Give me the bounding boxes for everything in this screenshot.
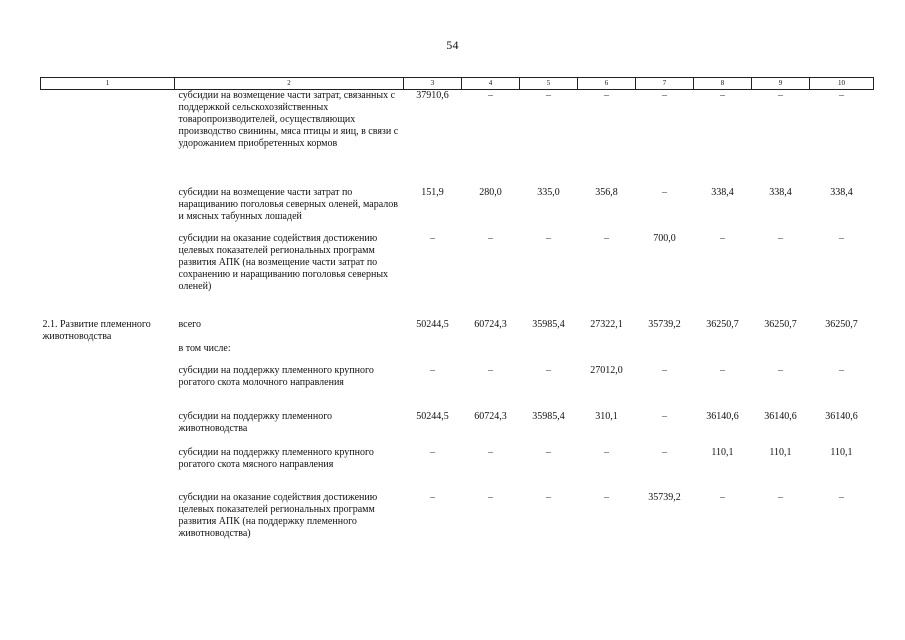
description-cell: субсидии на возмещение части затрат, связанных с поддержкой сельскохозяйственных товаропроизводителей, осуществляющих производство свинины, мяса птицы и яиц, в связи с удорожанием приобретенных кормов: [178, 90, 399, 149]
value-cell: –: [546, 90, 551, 101]
table-row: [41, 233, 874, 319]
value-cell: 110,1: [830, 446, 853, 458]
value-cell: [752, 343, 810, 365]
value-cell: 36250,7: [825, 318, 858, 330]
header-cell: 9: [752, 78, 810, 90]
table-header-row: [41, 78, 874, 90]
section-cell: [41, 365, 175, 411]
value-cell: [636, 343, 694, 365]
value-cell: 151,9: [421, 186, 444, 198]
value-cell: [810, 343, 874, 365]
value-cell: [694, 343, 752, 365]
table-row: [41, 492, 874, 562]
value-cell: 35985,4: [532, 410, 565, 422]
value-cell: 36140,6: [764, 410, 797, 422]
value-cell: –: [662, 446, 667, 458]
value-cell: 36140,6: [706, 410, 739, 422]
value-cell: 50244,5: [416, 318, 449, 330]
header-cell: 8: [694, 78, 752, 90]
value-cell: –: [430, 364, 435, 376]
value-cell: 36250,7: [706, 318, 739, 330]
table-row: [41, 411, 874, 447]
value-cell: –: [546, 491, 551, 503]
table-row: [41, 447, 874, 492]
value-cell: 338,4: [711, 186, 734, 198]
value-cell: –: [430, 446, 435, 458]
value-cell: –: [546, 232, 551, 244]
value-cell: –: [720, 491, 725, 503]
value-cell: –: [488, 491, 493, 503]
value-cell: –: [430, 491, 435, 503]
value-cell: –: [778, 90, 783, 101]
section-cell: [41, 492, 175, 562]
section-cell: [41, 187, 175, 233]
value-cell: 338,4: [769, 186, 792, 198]
header-cell: 1: [41, 78, 175, 90]
description-cell: субсидии на поддержку племенного крупного рогатого скота молочного направления: [178, 364, 374, 388]
value-cell: [520, 343, 578, 365]
value-cell: –: [778, 364, 783, 376]
header-cell: 5: [520, 78, 578, 90]
table-row: [41, 187, 874, 233]
description-cell: всего: [178, 318, 202, 330]
page-number: 54: [446, 38, 459, 52]
value-cell: –: [778, 491, 783, 503]
value-cell: –: [488, 364, 493, 376]
value-cell: –: [604, 491, 609, 503]
section-cell: [41, 343, 175, 365]
description-cell: субсидии на поддержку племенного животноводства: [178, 410, 333, 434]
value-cell: –: [839, 232, 844, 244]
value-cell: 356,8: [595, 186, 618, 198]
value-cell: 335,0: [537, 186, 560, 198]
header-cell: 4: [462, 78, 520, 90]
description-cell: субсидии на поддержку племенного крупного рогатого скота мясного направления: [178, 446, 374, 470]
value-cell: –: [839, 364, 844, 376]
value-cell: 36140,6: [825, 410, 858, 422]
budget-table: [40, 77, 874, 562]
table-row: [41, 90, 874, 187]
value-cell: 27322,1: [590, 318, 623, 330]
value-cell: 36250,7: [764, 318, 797, 330]
section-cell: [41, 447, 175, 492]
value-cell: 110,1: [711, 446, 734, 458]
value-cell: –: [778, 232, 783, 244]
header-cell: 6: [578, 78, 636, 90]
value-cell: –: [720, 90, 725, 101]
value-cell: 280,0: [479, 186, 502, 198]
description-cell: субсидии на возмещение части затрат по наращиванию поголовья северных оленей, маралов и мясных табунных лошадей: [178, 186, 398, 222]
value-cell: –: [662, 364, 667, 376]
value-cell: –: [488, 232, 493, 244]
value-cell: –: [662, 410, 667, 422]
table-row: [41, 319, 874, 343]
section-cell: [41, 90, 175, 187]
value-cell: 700,0: [653, 232, 676, 244]
value-cell: 110,1: [769, 446, 792, 458]
value-cell: –: [662, 90, 667, 101]
header-cell: 10: [810, 78, 874, 90]
section-cell: [41, 233, 175, 319]
value-cell: 35739,2: [648, 491, 681, 503]
header-cell: 7: [636, 78, 694, 90]
value-cell: 60724,3: [474, 410, 507, 422]
value-cell: 60724,3: [474, 318, 507, 330]
description-cell: субсидии на оказание содействия достижению целевых показателей региональных программ развития АПК (на поддержку племенного животноводства): [178, 491, 378, 539]
value-cell: –: [546, 364, 551, 376]
value-cell: –: [720, 232, 725, 244]
value-cell: –: [604, 232, 609, 244]
description-cell: субсидии на оказание содействия достижению целевых показателей региональных программ развития АПК (на возмещение части затрат по сохранению и наращиванию поголовья северных оленей): [178, 232, 389, 292]
value-cell: –: [604, 90, 609, 101]
value-cell: 35985,4: [532, 318, 565, 330]
value-cell: –: [430, 232, 435, 244]
value-cell: –: [488, 446, 493, 458]
value-cell: 35739,2: [648, 318, 681, 330]
value-cell: 310,1: [595, 410, 618, 422]
header-cell: 2: [175, 78, 404, 90]
value-cell: –: [839, 90, 844, 101]
header-cell: 3: [404, 78, 462, 90]
value-cell: 27012,0: [590, 364, 623, 376]
value-cell: –: [546, 446, 551, 458]
value-cell: [404, 343, 462, 365]
value-cell: 338,4: [830, 186, 853, 198]
value-cell: [578, 343, 636, 365]
value-cell: 37910,6: [416, 90, 449, 101]
table-row: [41, 343, 874, 365]
table-row: [41, 365, 874, 411]
value-cell: –: [839, 491, 844, 503]
value-cell: –: [662, 186, 667, 198]
value-cell: –: [604, 446, 609, 458]
value-cell: –: [488, 90, 493, 101]
section-cell: [41, 411, 175, 447]
value-cell: [462, 343, 520, 365]
section-cell: 2.1. Развитие племенного животноводства: [42, 318, 151, 342]
value-cell: –: [720, 364, 725, 376]
description-cell: в том числе:: [178, 342, 231, 354]
value-cell: 50244,5: [416, 410, 449, 422]
